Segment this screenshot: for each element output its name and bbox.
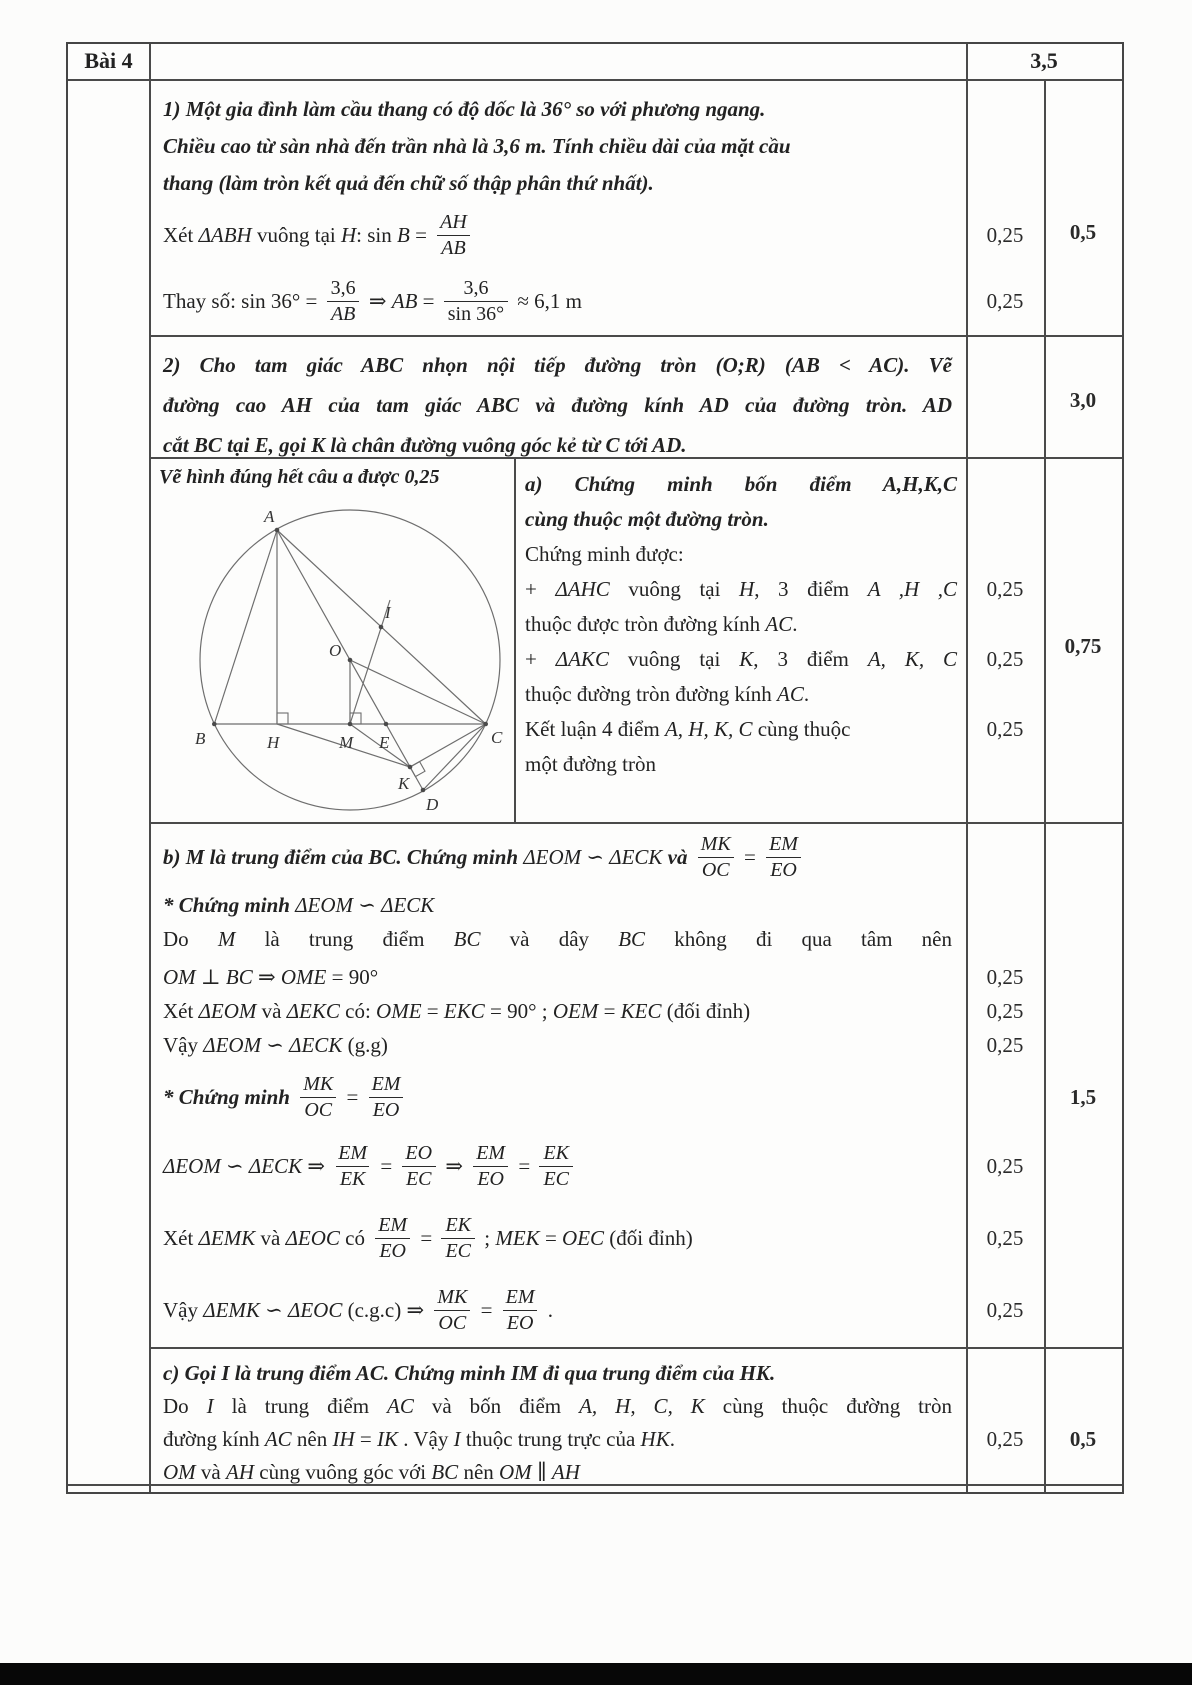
text-line: đường kính AC nên IH = IK . Vậy I thuộc trung trực của HK. — [163, 1427, 675, 1451]
text-line: * Chứng minh ΔEOM ∽ ΔECK — [163, 893, 435, 917]
part1-solution — [149, 79, 966, 335]
score-subtotal: 0,5 — [1069, 1427, 1097, 1451]
segment-CD — [423, 724, 486, 790]
point-label-H: H — [267, 733, 280, 752]
score-badge: 0,25 — [986, 289, 1024, 313]
point-label-E: E — [379, 733, 390, 752]
score-badge: 0,25 — [986, 223, 1024, 247]
formula-line: Xét ΔEMK và ΔEOC có $\frac{EM}{EO}$ = $\frac{EK}{EC}$ ; MEK = OEC (đối đỉnh) — [163, 1213, 693, 1262]
text-line: a) Chứng minh bốn điểm A,H,K,C — [525, 472, 957, 496]
score-badge: 0,25 — [986, 1154, 1024, 1178]
point-label-I: I — [385, 603, 391, 622]
score-subtotal: 1,5 — [1069, 1085, 1097, 1109]
part-a-solution — [514, 457, 966, 822]
text-line: thang (làm tròn kết quả đến chữ số thập phân thứ nhất). — [163, 171, 654, 195]
text-line: Chiều cao từ sàn nhà đến trần nhà là 3,6 m. Tính chiều dài của mặt cầu — [163, 134, 791, 158]
geometry-figure — [149, 457, 514, 822]
score-subtotal: 3,0 — [1069, 388, 1097, 412]
grading-table — [66, 42, 1124, 1494]
point-label-K: K — [398, 774, 410, 793]
segment-OC — [350, 660, 486, 724]
part-c-solution — [149, 1347, 966, 1492]
text-line: 1) Một gia đình làm cầu thang có độ dốc là 36° so với phương ngang. — [163, 97, 766, 121]
score-badge: 0,25 — [986, 1298, 1024, 1322]
formula-line: ΔEOM ∽ ΔECK ⇒ $\frac{EM}{EK}$ = $\frac{EO}{EC}$ ⇒ $\frac{EM}{EO}$ = $\frac{EK}{EC}$ — [163, 1136, 952, 1196]
formula-line: Thay số: sin 36° = $\frac{3,6}{AB}$ ⇒ AB = $\frac{3,6}{\sin 36^\circ}$ ≈ 6,1 m — [163, 276, 582, 325]
score-badge: 0,25 — [986, 1033, 1024, 1057]
formula-line: * Chứng minh $\frac{MK}{OC}$ = $\frac{EM}{EO}$ — [163, 1068, 952, 1126]
score-badge: 0,25 — [986, 1427, 1024, 1451]
exercise-total-score: 3,5 — [1030, 48, 1058, 73]
point-label-M: M — [339, 733, 354, 752]
part2-statement — [149, 335, 966, 457]
table-divider-score-column-1 — [966, 44, 968, 1492]
exercise-label: Bài 4 — [84, 48, 133, 73]
text-line: thuộc được tròn đường kính AC. — [525, 612, 798, 636]
right-angle-mark-H — [277, 713, 288, 724]
right-angle-mark-K — [410, 762, 425, 777]
text-line: + ΔAKC vuông tại K, 3 điểm A, K, C — [525, 647, 958, 671]
text-line: đường cao AH của tam giác ABC và đường kính AD của đường tròn. AD — [163, 393, 952, 417]
score-badge: 0,25 — [986, 999, 1024, 1023]
score-badge: 0,25 — [986, 647, 1024, 671]
score-badge: 0,25 — [986, 1226, 1024, 1250]
point-label-C: C — [491, 728, 503, 747]
figure-caption: Vẽ hình đúng hết câu a được 0,25 — [159, 466, 440, 488]
text-line: OM ⊥ BC ⇒ OME = 90° — [163, 965, 379, 989]
part-b-solution — [149, 822, 966, 1347]
segment-AB — [214, 530, 277, 724]
point-label-A: A — [264, 507, 275, 526]
score-badge: 0,25 — [986, 965, 1024, 989]
text-line: cùng thuộc một đường tròn. — [525, 507, 769, 531]
formula-line: Xét ΔABH vuông tại H : sin B = $\frac{AH}{AB}$ — [163, 206, 952, 264]
text-line: OM và AH cùng vuông góc với BC nên OM ∥ AH — [163, 1460, 580, 1484]
formula-line: b) M là trung điểm của BC. Chứng minh ΔEOM ∽ ΔECK và $\frac{MK}{OC}$ = $\frac{EM}{EO}$ — [163, 828, 952, 886]
point-label-D: D — [426, 795, 439, 814]
point-label-O: O — [329, 641, 342, 660]
text-line: c) Gọi I là trung điểm AC. Chứng minh IM đi qua trung điểm của HK. — [163, 1361, 776, 1385]
score-subtotal: 0,75 — [1064, 634, 1102, 658]
segment-CK — [410, 724, 486, 767]
score-badge: 0,25 — [986, 577, 1024, 601]
table-divider-score-column-2 — [1044, 79, 1046, 1492]
text-line: một đường tròn — [525, 752, 656, 776]
text-line: + ΔAHC vuông tại H, 3 điểm A ,H ,C — [525, 577, 958, 601]
text-line: Do M là trung điểm BC và dây BC không đi qua tâm nên — [163, 927, 953, 951]
score-badge: 0,25 — [986, 717, 1024, 741]
text-line: Vậy ΔEOM ∽ ΔECK (g.g) — [163, 1033, 388, 1057]
text-line: Chứng minh được: — [525, 542, 684, 566]
text-line: Do I là trung điểm AC và bốn điểm A, H, C, K cùng thuộc đường tròn — [163, 1394, 952, 1418]
point-label-B: B — [195, 729, 206, 748]
text-line: Kết luận 4 điểm A, H, K, C cùng thuộc — [525, 717, 851, 741]
text-line: thuộc đường tròn đường kính AC. — [525, 682, 810, 706]
formula-line: Vậy ΔEMK ∽ ΔEOC (c.g.c) ⇒ $\frac{MK}{OC}$ = $\frac{EM}{EO}$ . — [163, 1285, 554, 1334]
text-line: 2) Cho tam giác ABC nhọn nội tiếp đường tròn (O;R) (AB < AC). Vẽ — [163, 353, 952, 377]
segment-MI — [350, 600, 390, 724]
score-subtotal: 0,5 — [1069, 220, 1097, 244]
page-bottom-bar — [0, 1663, 1192, 1685]
text-line: cắt BC tại E, gọi K là chân đường vuông góc kẻ từ C tới AD. — [163, 433, 687, 457]
text-line: Xét ΔEOM và ΔEKC có: OME = EKC = 90° ; OEM = KEC (đối đỉnh) — [163, 999, 751, 1023]
